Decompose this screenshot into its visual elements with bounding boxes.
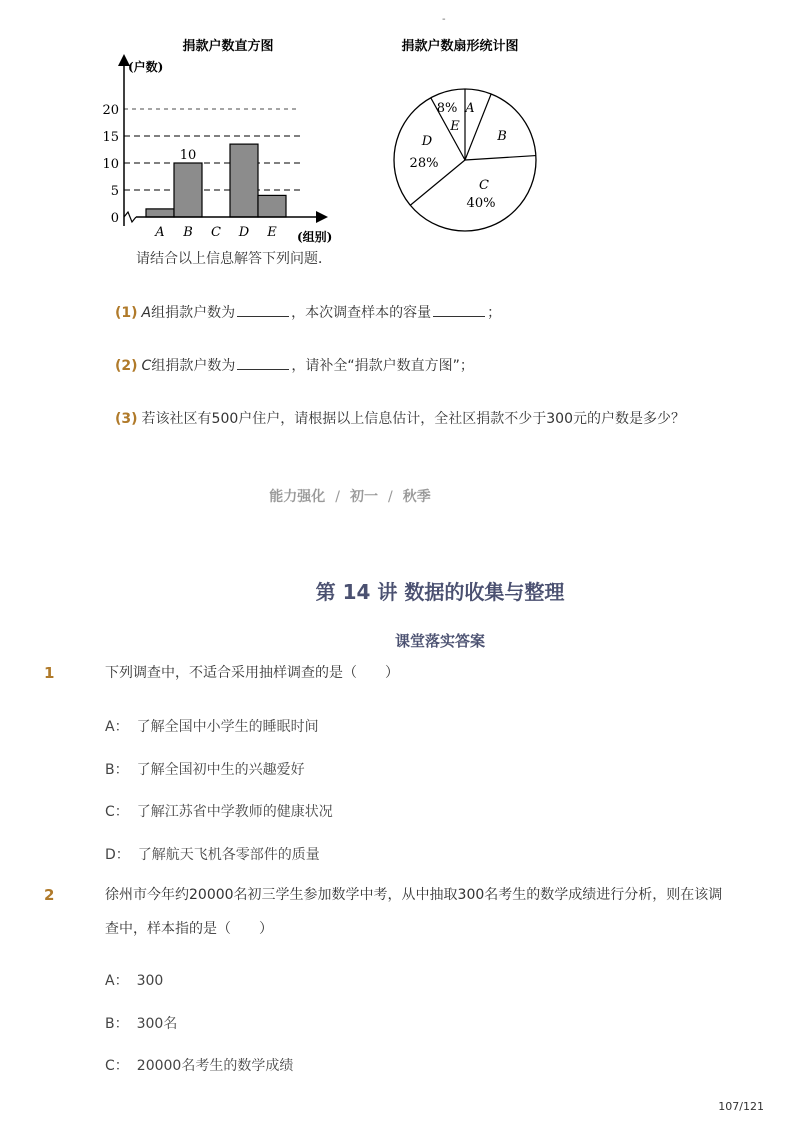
question-2: (2) C组捐款户数为 ，请补全“捐款户数直方图”； [115, 358, 474, 374]
histogram [102, 38, 332, 244]
histogram-bar-b [174, 163, 202, 217]
pie-label-b: B [497, 129, 507, 144]
pie-label-e: E [450, 119, 460, 134]
histogram-bar-d [230, 144, 258, 217]
question-3: (3) 若该社区有500户住户，请根据以上信息估计，全社区捐款不少于300元的户数是多少？ [115, 411, 685, 427]
problem-number: 1 [44, 664, 55, 682]
pie-pct-c: 40% [466, 196, 496, 211]
pie-label-d: D [421, 134, 433, 149]
question-number: (3) [115, 411, 138, 427]
option-b: B： 了解全国初中生的兴趣爱好 [105, 762, 305, 778]
bar-label-b: 10 [179, 148, 197, 163]
option-a: A： 了解全国中小学生的睡眠时间 [105, 719, 319, 735]
option-c: C： 了解江苏省中学教师的健康状况 [105, 804, 333, 820]
x-tick-label: E [267, 225, 277, 240]
page-number: 107/121 [718, 1100, 764, 1113]
histogram-bars [146, 144, 286, 217]
x-tick-label: C [211, 225, 221, 240]
y-tick-label: 5 [110, 184, 119, 199]
problem-text: 下列调查中，不适合采用抽样调查的是（ ） [105, 665, 399, 681]
problem-number: 2 [44, 886, 55, 904]
option-c: C： 20000名考生的数学成绩 [105, 1058, 294, 1074]
breadcrumb-item: 能力强化 [269, 489, 326, 505]
figures [0, 0, 800, 250]
answer-blank [237, 304, 289, 317]
option-b: B： 300名 [105, 1016, 178, 1032]
answer-blank [237, 357, 289, 370]
histogram-bar-e [258, 195, 286, 217]
x-tick-label: D [238, 225, 250, 240]
axis-break-mark [124, 212, 136, 222]
option-a: A： 300 [105, 973, 164, 989]
breadcrumb-item: 初一 [350, 489, 378, 505]
pie-pct-d: 28% [409, 156, 439, 171]
pie-label-c: C [479, 178, 489, 193]
breadcrumb-item: 秋季 [402, 489, 431, 505]
pie-pct-e: 8% [436, 101, 458, 116]
y-tick-label: 10 [102, 157, 119, 172]
histogram-title: 捐款户数直方图 [182, 39, 274, 54]
problem-text: 徐州市今年约20000名初三学生参加数学中考，从中抽取300名考生的数学成绩进行分析，则在该调查中，样本指的是（ ） [105, 887, 723, 937]
pie-chart [394, 38, 536, 231]
pie-label-a: A [465, 101, 475, 116]
histogram-x-ticks [154, 225, 277, 240]
x-tick-label: B [183, 225, 193, 240]
pie-title: 捐款户数扇形统计图 [401, 39, 519, 54]
section-title: 课堂落实答案 [394, 632, 485, 650]
y-tick-label: 0 [110, 211, 119, 226]
answer-blank [433, 304, 485, 317]
histogram-axes [124, 60, 322, 226]
top-mark: - [442, 14, 446, 25]
lecture-title: 第 14 讲 数据的收集与整理 [315, 580, 565, 604]
question-number: (1) [115, 305, 138, 321]
histogram-x-label: (组别) [297, 230, 333, 244]
histogram-bar-a [146, 209, 174, 217]
y-tick-label: 15 [102, 130, 119, 145]
breadcrumb: 能力强化 / 初一 / 秋季 [269, 489, 431, 505]
histogram-y-label: (户数) [128, 60, 164, 74]
histogram-grid [124, 109, 300, 190]
x-tick-label: A [155, 225, 165, 240]
question-number: (2) [115, 358, 138, 374]
option-d: D： 了解航天飞机各零部件的质量 [105, 847, 320, 863]
histogram-y-ticks [102, 103, 119, 226]
instruction-note: 请结合以上信息解答下列问题． [136, 251, 332, 267]
y-tick-label: 20 [102, 103, 119, 118]
question-1: (1) A组捐款户数为 ，本次调查样本的容量 ； [115, 305, 502, 321]
